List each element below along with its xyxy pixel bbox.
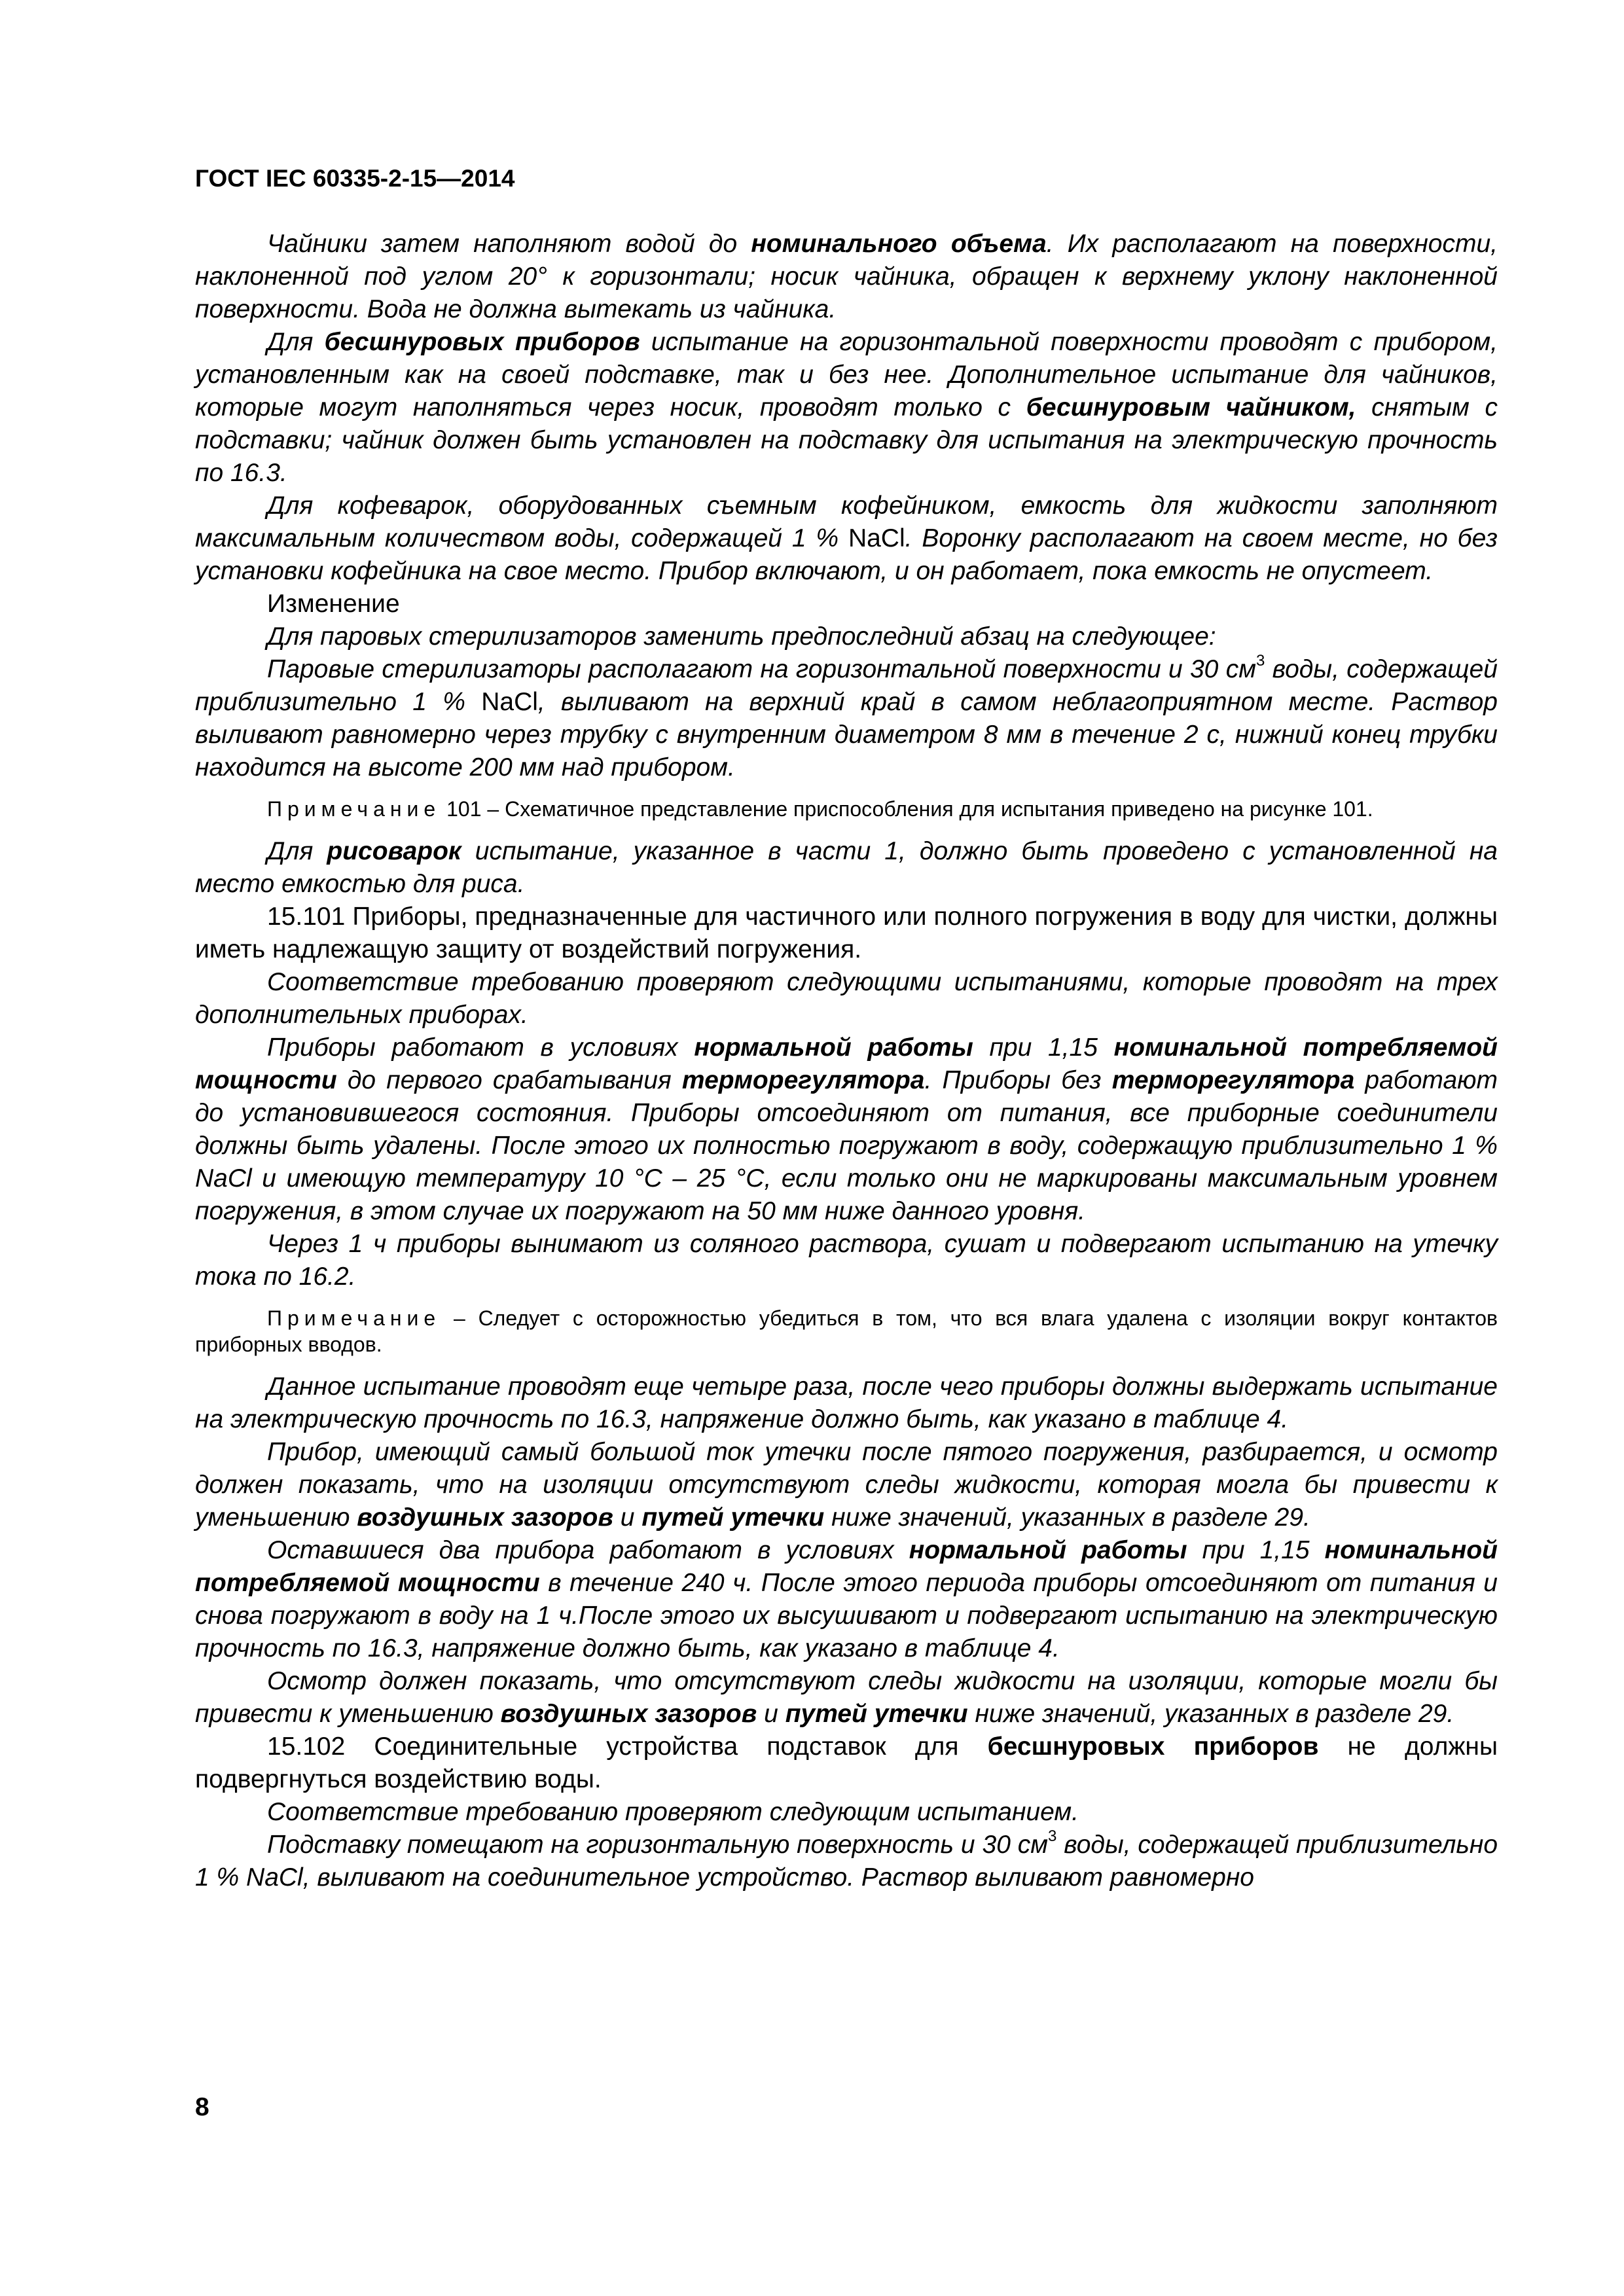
clause-15-101: 15.101 Приборы, предназначенные для частичного или полного погружения в воду для чистки, должны иметь надлежащую защиту от воздействий погружения. [195,903,1498,963]
paragraph: Прибор, имеющий самый большой ток утечки после пятого погружения, разбирается, и осмотр должен показать, что на изоляции отсутствуют следы жидкости, которая могла бы привести к уменьшению воздушных зазоров и путей утечки ниже значений, указанных в разделе 29. [195,1438,1498,1532]
note-101: Примечание 101 – Схематичное представление приспособления для испытания приведено на рисунке 101. [267,797,1373,821]
paragraph: Оставшиеся два прибора работают в условиях нормальной работы при 1,15 номинальной потребляемой мощности в течение 240 ч. После этого периода приборы отсоединяют от питания и снова погружают в воду на 1 ч.После этого их высушивают и подвергают испытанию на электрическую прочность по 16.3, напряжение должно быть, как указано в таблице 4. [195,1536,1498,1662]
paragraph: Соответствие требованию проверяют следующими испытаниями, которые проводят на трех дополнительных приборах. [195,968,1498,1029]
paragraph: Осмотр должен показать, что отсутствуют следы жидкости на изоляции, которые могли бы привести к уменьшению воздушных зазоров и путей утечки ниже значений, указанных в разделе 29. [195,1667,1498,1728]
paragraph: Для бесшнуровых приборов испытание на горизонтальной поверхности проводят с прибором, установленным как на своей подставке, так и без нее. Дополнительное испытание для чайников, которые могут наполняться через носик, проводят только с бесшнуровым чайником, снятым с подставки; чайник должен быть установлен на подставку для испытания на электрическую прочность по 16.3. [195,328,1498,487]
paragraph: Паровые стерилизаторы располагают на горизонтальной поверхности и 30 $см^3$ воды, содержащей приблизительно 1 % NaCl, выливают на верхний край в самом неблагоприятном месте. Раствор выливают равномерно через трубку с внутренним диаметром 8 мм в течение 2 с, нижний конец трубки находится на высоте 200 мм над прибором. [195,652,1498,781]
paragraph: Данное испытание проводят еще четыре раза, после чего приборы должны выдержать испытание на электрическую прочность по 16.3, напряжение должно быть, как указано в таблице 4. [195,1372,1498,1433]
page-number: 8 [195,2093,209,2121]
paragraph: Для паровых стерилизаторов заменить предпоследний абзац на следующее: [267,622,1216,651]
paragraph: Через 1 ч приборы вынимают из соляного раствора, сушат и подвергают испытанию на утечку тока по 16.2. [195,1230,1498,1291]
document-header: ГОСТ IEC 60335-2-15—2014 [195,165,515,192]
clause-15-102: 15.102 Соединительные устройства подставок для бесшнуровых приборов не должны подвергнуться воздействию воды. [195,1732,1498,1793]
document-body [195,228,1498,1894]
paragraph: Для рисоварок испытание, указанное в части 1, должно быть проведено с установленной на место емкостью для риса. [195,837,1498,898]
paragraph: Приборы работают в условиях нормальной работы при 1,15 номинальной потребляемой мощности до первого срабатывания терморегулятора. Приборы без терморегулятора работают до установившегося состояния. Приборы отсоединяют от питания, все приборные соединители должны быть удалены. После этого их полностью погружают в воду, содержащую приблизительно 1 % NaCl и имеющую температуру 10 °С – 25 °С, если только они не маркированы максимальным уровнем погружения, в этом случае их погружают на 50 мм ниже данного уровня. [195,1033,1498,1225]
note: Примечание – Следует с осторожностью убедиться в том, что вся влага удалена с изоляции вокруг контактов приборных вводов. [195,1306,1498,1356]
paragraph: Соответствие требованию проверяют следующим испытанием. [267,1798,1079,1826]
paragraph: Подставку помещают на горизонтальную поверхность и 30 $см^3$ воды, содержащей приблизительно 1 % NaCl, выливают на соединительное устройство. Раствор выливают равномерно [195,1827,1498,1892]
paragraph: Для кофеварок, оборудованных съемным кофейником, емкость для жидкости заполняют максимальным количеством воды, содержащей 1 % NaCl. Воронку располагают на своем месте, но без установки кофейника на свое место. Прибор включают, и он работает, пока емкость не опустеет. [195,492,1498,585]
paragraph: Чайники затем наполняют водой до номинального объема. Их располагают на поверхности, наклоненной под углом 20° к горизонтали; носик чайника, обращен к верхнему уклону наклоненной поверхности. Вода не должна вытекать из чайника. [195,230,1498,323]
amendment-label: Изменение [267,590,400,618]
